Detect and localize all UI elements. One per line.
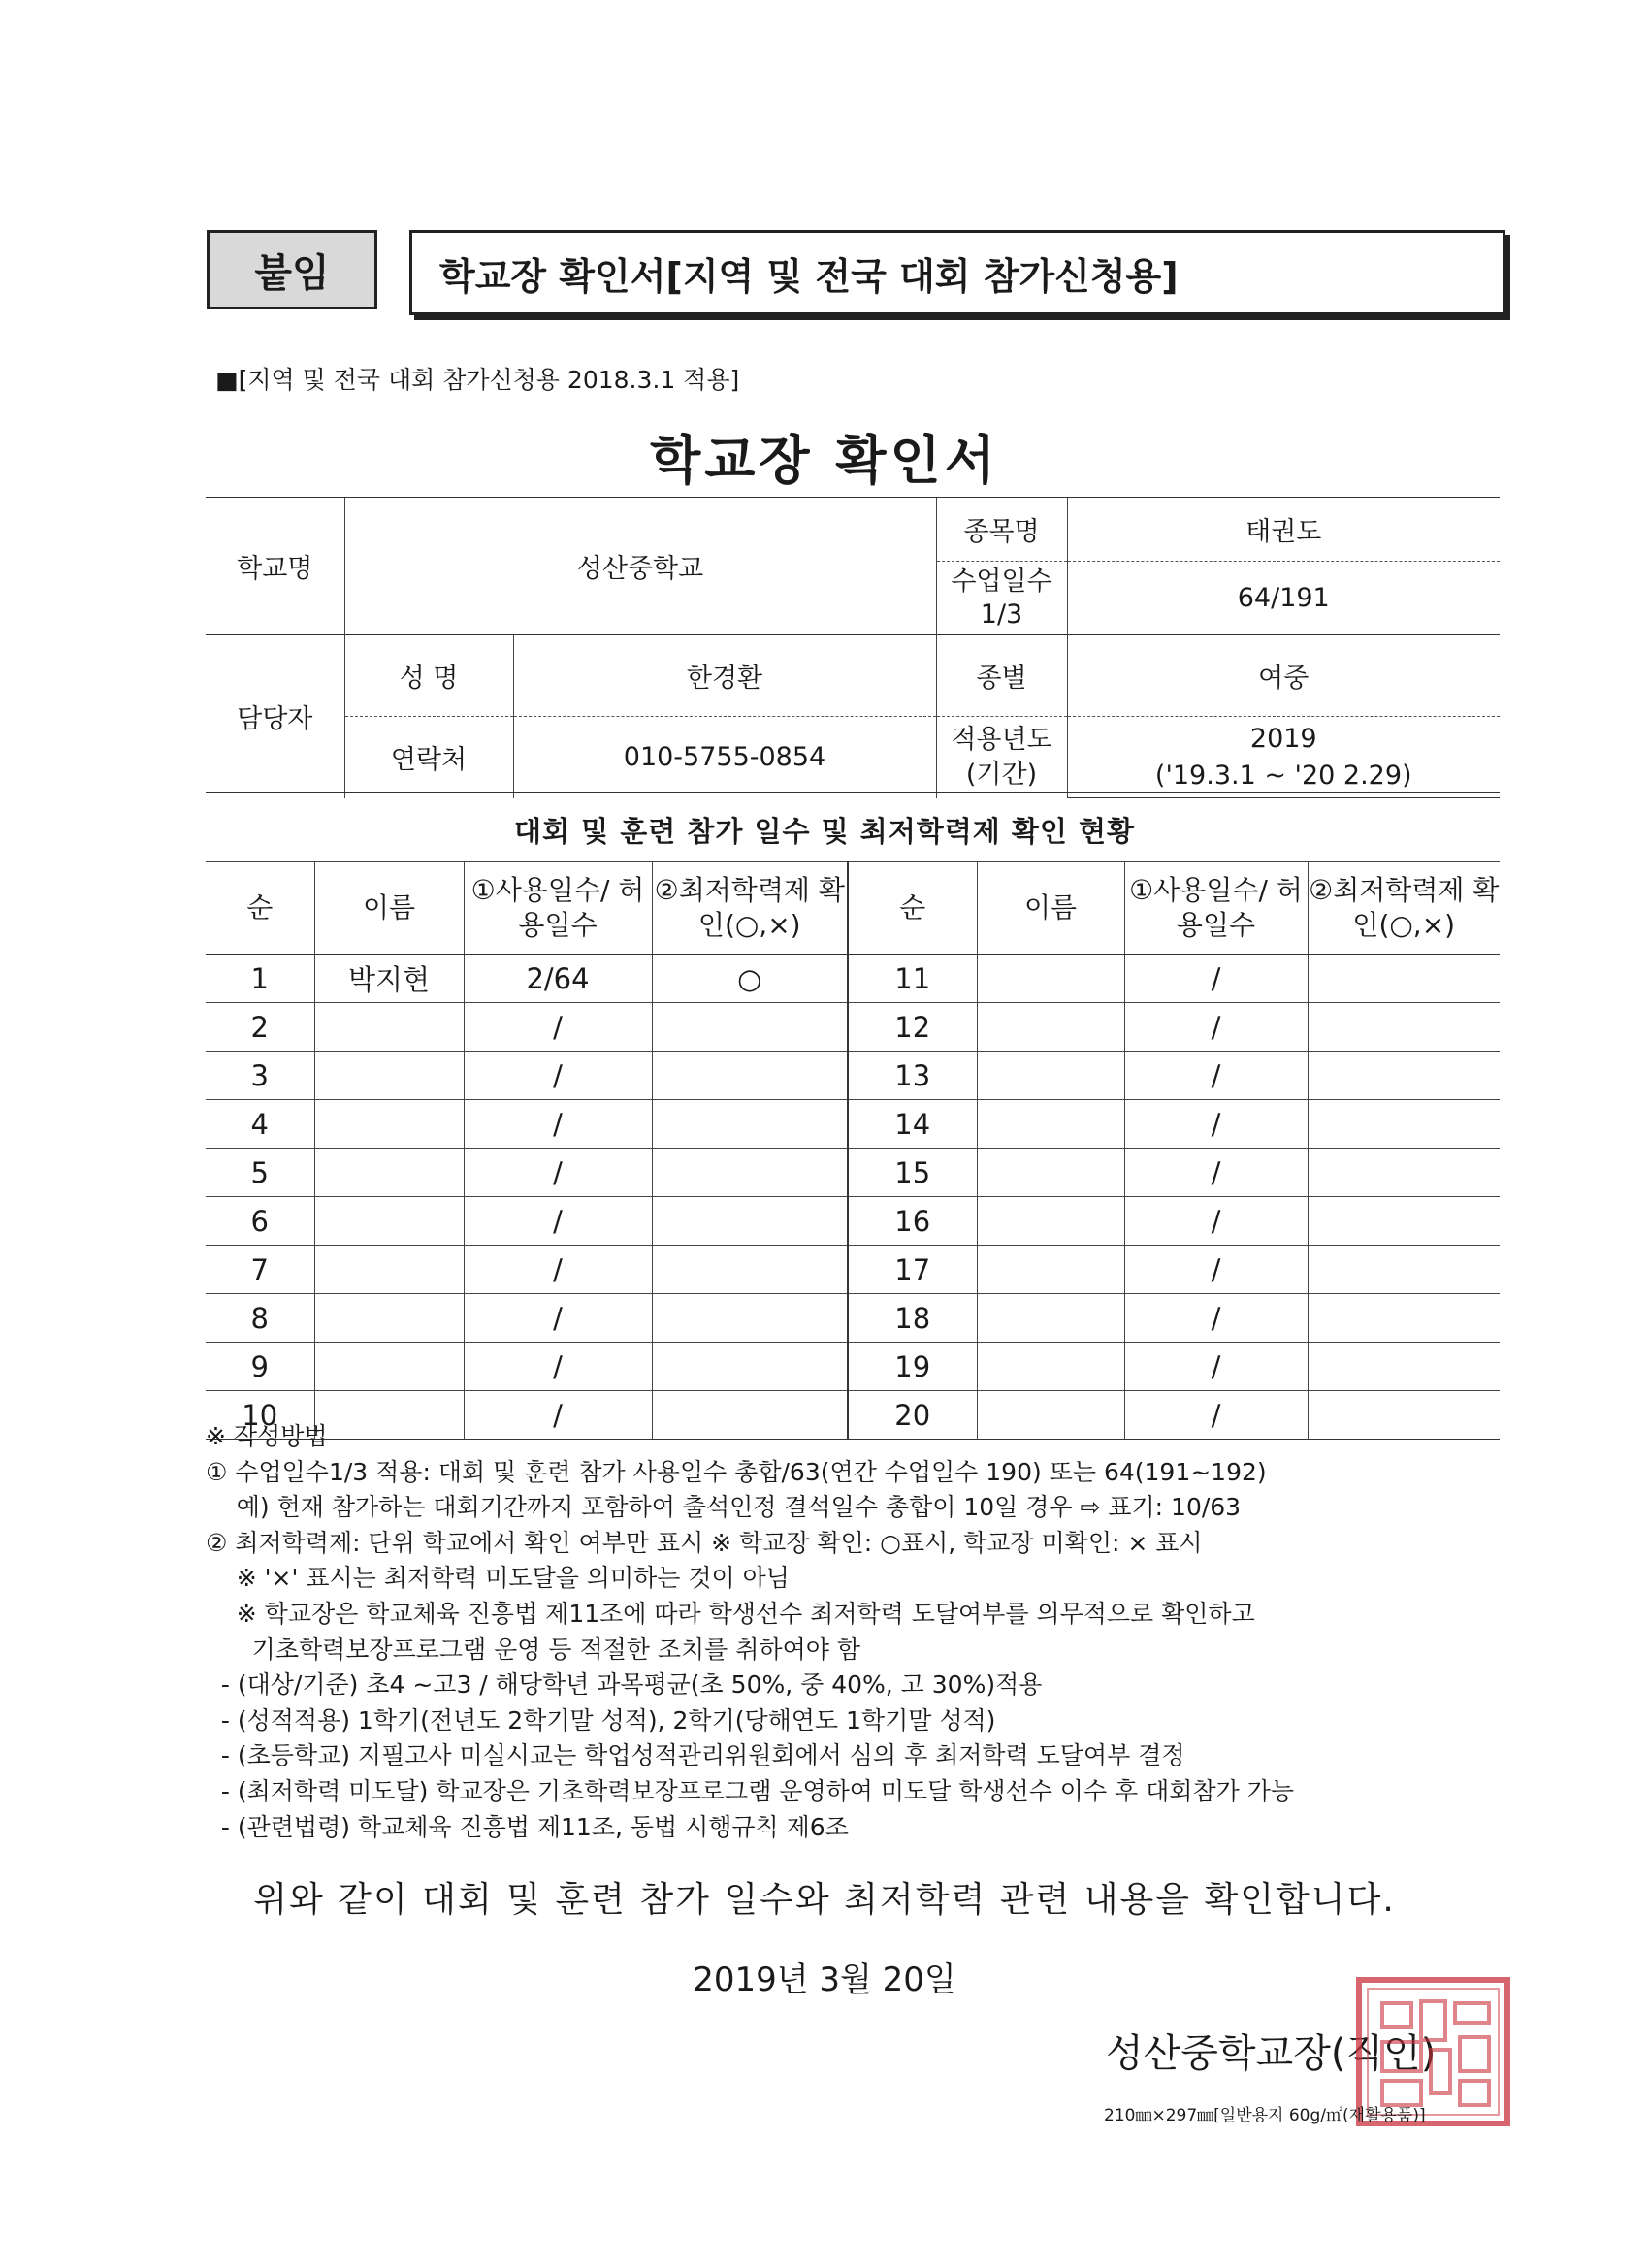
row-check (652, 1149, 848, 1197)
row-no-2: 15 (848, 1149, 977, 1197)
school-label: 학교명 (206, 498, 344, 635)
note-line: - (초등학교) 지필고사 미실시교는 학업성적관리위원회에서 심의 후 최저학력 도달여부 결정 (206, 1741, 1185, 1770)
year-cell (1067, 717, 1500, 798)
row-days-2: / (1124, 1294, 1308, 1343)
school-value: 성산중학교 (344, 498, 936, 635)
manager-label: 담당자 (206, 635, 344, 798)
contact-value: 010-5755-0854 (513, 717, 936, 798)
note-line: 예) 현재 참가하는 대회기간까지 포함하여 출석인정 결석일수 총합이 10일 경우 ⇨ 표기: 10/63 (206, 1493, 1242, 1522)
row-name-2 (977, 955, 1124, 1003)
row-no-2: 12 (848, 1003, 977, 1052)
row-days: 2/64 (464, 955, 652, 1003)
row-name (314, 1003, 464, 1052)
row-no-2: 19 (848, 1343, 977, 1391)
class-days-label: 수업일수 1/3 (936, 562, 1067, 635)
row-no: 9 (206, 1343, 314, 1391)
row-check-2 (1308, 1246, 1500, 1294)
row-name-2 (977, 1003, 1124, 1052)
year-value: 2019 (1249, 723, 1317, 754)
row-days: / (464, 1343, 652, 1391)
table-row (206, 1100, 1500, 1149)
row-name-2 (977, 1246, 1124, 1294)
row-check (652, 1343, 848, 1391)
row-days: / (464, 1391, 652, 1440)
class-days-value: 64/191 (1067, 562, 1500, 635)
row-days: / (464, 1197, 652, 1246)
table-row (206, 1294, 1500, 1343)
info-table (206, 497, 1500, 798)
note-line: 기초학력보장프로그램 운영 등 적절한 조치를 취하여야 함 (206, 1635, 860, 1664)
contact-label: 연락처 (344, 717, 513, 798)
form-subtitle: ■[지역 및 전국 대회 참가신청용 2018.3.1 적용] (215, 366, 740, 394)
row-name (314, 1197, 464, 1246)
page-title: 학교장 확인서 (650, 430, 999, 491)
period-value: ('19.3.1 ~ '20 2.29) (1154, 760, 1412, 791)
paper-spec: 210㎜×297㎜[일반용지 60g/㎡(재활용품)] (1104, 2106, 1426, 2125)
row-name-2 (977, 1100, 1124, 1149)
col-no-2: 순 (848, 862, 977, 955)
note-line: ※ '×' 표시는 최저학력 미도달을 의미하는 것이 아님 (206, 1564, 790, 1593)
year-label: 적용년도 (기간) (936, 717, 1067, 798)
row-check (652, 1003, 848, 1052)
category-value: 여중 (1067, 635, 1500, 717)
row-no: 10 (206, 1391, 314, 1440)
row-name (314, 1246, 464, 1294)
row-check-2 (1308, 1197, 1500, 1246)
table-row (206, 955, 1500, 1003)
row-no: 6 (206, 1197, 314, 1246)
row-days-2: / (1124, 1003, 1308, 1052)
table-row (206, 1197, 1500, 1246)
row-name (314, 1343, 464, 1391)
row-name-2 (977, 1343, 1124, 1391)
note-line: ② 최저학력제: 단위 학교에서 확인 여부만 표시 ※ 학교장 확인: ○표시, 학교장 미확인: × 표시 (206, 1528, 1203, 1557)
row-check-2 (1308, 955, 1500, 1003)
row-days: / (464, 1149, 652, 1197)
row-days: / (464, 1100, 652, 1149)
row-days: / (464, 1003, 652, 1052)
row-name (314, 1294, 464, 1343)
row-days-2: / (1124, 1246, 1308, 1294)
row-days-2: / (1124, 1343, 1308, 1391)
row-name-2 (977, 1197, 1124, 1246)
row-name (314, 1100, 464, 1149)
row-days-2: / (1124, 955, 1308, 1003)
confirmation-statement: 위와 같이 대회 및 훈련 참가 일수와 최저학력 관련 내용을 확인합니다. (253, 1880, 1396, 1920)
col-days: ①사용일수/ 허용일수 (464, 862, 652, 955)
note-line: - (최저학력 미도달) 학교장은 기초학력보장프로그램 운영하여 미도달 학생선수 이수 후 대회참가 가능 (206, 1776, 1294, 1805)
col-name: 이름 (314, 862, 464, 955)
row-days-2: / (1124, 1100, 1308, 1149)
section-heading: 대회 및 훈련 참가 일수 및 최저학력제 확인 현황 (513, 815, 1136, 848)
table-row (206, 1246, 1500, 1294)
row-no: 7 (206, 1246, 314, 1294)
col-days-2: ①사용일수/ 허용일수 (1124, 862, 1308, 955)
row-days: / (464, 1052, 652, 1100)
row-check-2 (1308, 1343, 1500, 1391)
note-line: ※ 학교장은 학교체육 진흥법 제11조에 따라 학생선수 최저학력 도달여부를 의무적으로 확인하고 (206, 1599, 1255, 1628)
row-no: 8 (206, 1294, 314, 1343)
row-check (652, 1246, 848, 1294)
note-line: ① 수업일수1/3 적용: 대회 및 훈련 참가 사용일수 총합/63(연간 수업일수 190) 또는 64(191~192) (206, 1457, 1267, 1486)
row-check-2 (1308, 1149, 1500, 1197)
row-check-2 (1308, 1052, 1500, 1100)
note-line: - (성적적용) 1학기(전년도 2학기말 성적), 2학기(당해연도 1학기말 성적) (206, 1705, 996, 1734)
signer: 성산중학교장(직인) (1106, 2031, 1437, 2076)
row-check (652, 1197, 848, 1246)
row-no: 1 (206, 955, 314, 1003)
row-name (314, 1149, 464, 1197)
issue-date: 2019년 3월 20일 (693, 1960, 956, 1999)
table-row (206, 1149, 1500, 1197)
row-name (314, 1052, 464, 1100)
row-days-2: / (1124, 1197, 1308, 1246)
row-check (652, 1294, 848, 1343)
participants-table (206, 861, 1500, 1440)
row-days-2: / (1124, 1149, 1308, 1197)
table-row (206, 1343, 1500, 1391)
table-row (206, 1052, 1500, 1100)
row-no: 2 (206, 1003, 314, 1052)
row-check-2 (1308, 1100, 1500, 1149)
row-check-2 (1308, 1294, 1500, 1343)
row-no-2: 18 (848, 1294, 977, 1343)
row-no-2: 20 (848, 1391, 977, 1440)
row-days: / (464, 1294, 652, 1343)
table-row (206, 1003, 1500, 1052)
row-no-2: 14 (848, 1100, 977, 1149)
document-header-title: 학교장 확인서[지역 및 전국 대회 참가신청용] (409, 230, 1505, 315)
row-check (652, 1100, 848, 1149)
row-no: 5 (206, 1149, 314, 1197)
note-line: - (관련법령) 학교체육 진흥법 제11조, 동법 시행규칙 제6조 (206, 1812, 849, 1841)
row-days-2: / (1124, 1391, 1308, 1440)
row-no-2: 11 (848, 955, 977, 1003)
category-label: 종별 (936, 635, 1067, 717)
name-label: 성 명 (344, 635, 513, 717)
row-no-2: 13 (848, 1052, 977, 1100)
row-name-2 (977, 1052, 1124, 1100)
event-label: 종목명 (936, 498, 1067, 562)
col-no: 순 (206, 862, 314, 955)
row-no-2: 17 (848, 1246, 977, 1294)
row-no-2: 16 (848, 1197, 977, 1246)
row-name-2 (977, 1294, 1124, 1343)
name-value: 한경환 (513, 635, 936, 717)
note-line: - (대상/기준) 초4 ~고3 / 해당학년 과목평균(초 50%, 중 40%, 고 30%)적용 (206, 1670, 1043, 1700)
row-days: / (464, 1246, 652, 1294)
row-check (652, 1052, 848, 1100)
row-name-2 (977, 1149, 1124, 1197)
event-value: 태권도 (1067, 498, 1500, 562)
row-no: 3 (206, 1052, 314, 1100)
row-no: 4 (206, 1100, 314, 1149)
col-name-2: 이름 (977, 862, 1124, 955)
row-check: ○ (652, 955, 848, 1003)
note-line: ※ 작성방법 (206, 1422, 328, 1450)
col-check-2: ②최저학력제 확인(○,×) (1308, 862, 1500, 955)
row-check-2 (1308, 1003, 1500, 1052)
attachment-label: 붙임 (207, 230, 377, 309)
writing-instructions (206, 1419, 1505, 1845)
row-days-2: / (1124, 1052, 1308, 1100)
col-check: ②최저학력제 확인(○,×) (652, 862, 848, 955)
row-name: 박지현 (314, 955, 464, 1003)
